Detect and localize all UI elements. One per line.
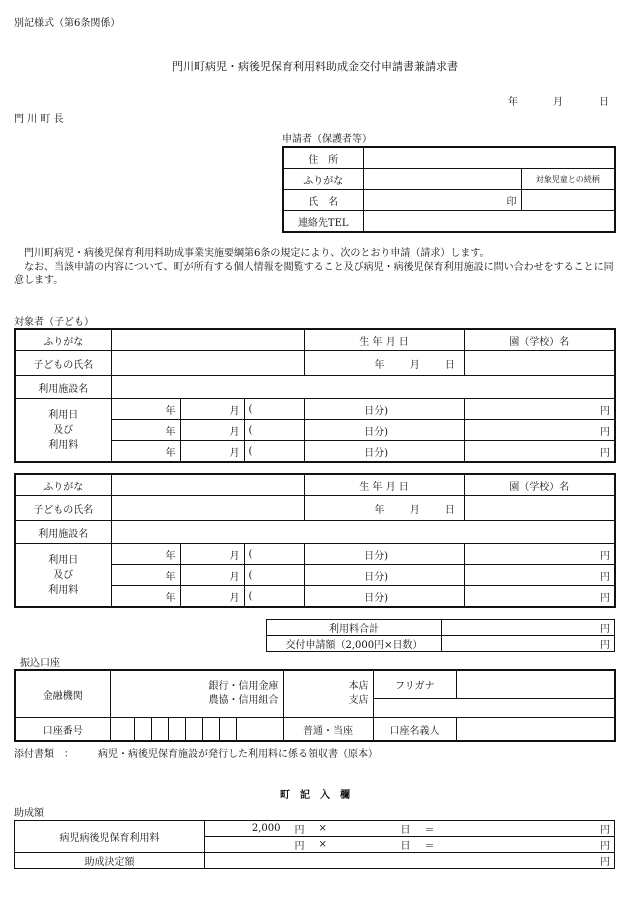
child-name-label: 子どもの氏名 xyxy=(15,496,111,521)
account-digit-3[interactable] xyxy=(151,718,168,742)
usage-days[interactable]: 日分) xyxy=(304,565,392,586)
applicant-furigana-label: ふりがな xyxy=(283,169,363,190)
school-field[interactable] xyxy=(464,351,615,376)
relation-field[interactable] xyxy=(521,190,615,211)
account-number-label: 口座番号 xyxy=(15,718,110,742)
usage-label-line1: 利用日 xyxy=(48,554,79,566)
usage-year[interactable]: 年 xyxy=(111,399,180,420)
usage-year[interactable]: 年 xyxy=(111,441,180,463)
facility-label: 利用施設名 xyxy=(15,521,111,544)
form-reference: 別記様式（第6条関係） xyxy=(14,18,121,29)
birth-date-field[interactable] xyxy=(304,351,464,376)
account-digit-1[interactable] xyxy=(110,718,134,742)
form-title: 門川町病児・病後児保育利用料助成金交付申請書兼請求書 xyxy=(172,60,458,73)
statement-1: 門川町病児・病後児保育利用料助成事業実施要綱第6条の規定により、次のとおり申請（請求）します。 xyxy=(24,248,490,259)
relation-label: 対象児童との続柄 xyxy=(521,169,615,190)
usage-label-line2: 及び xyxy=(53,424,74,436)
date-month: 月 xyxy=(553,97,563,108)
usage-days[interactable]: 日分) xyxy=(304,420,392,441)
grant-yen: 円 xyxy=(285,837,315,853)
birth-month-unit: 月 xyxy=(409,504,420,516)
grant-result[interactable]: 円 xyxy=(445,837,615,853)
usage-fee[interactable]: 円 xyxy=(464,399,615,420)
account-digit-6[interactable] xyxy=(202,718,219,742)
grant-fee-label: 病児病後児保育利用料 xyxy=(15,821,205,853)
facility-field[interactable] xyxy=(111,521,615,544)
applicant-name-field[interactable] xyxy=(363,190,521,211)
holder-field[interactable] xyxy=(456,718,615,742)
grant-times: × xyxy=(315,821,345,837)
account-type-field[interactable]: 普通・当座 xyxy=(283,718,373,742)
holder-label: 口座名義人 xyxy=(373,718,456,742)
birth-label: 生 年 月 日 xyxy=(304,329,464,351)
birth-month-unit: 月 xyxy=(409,359,420,371)
child-furigana-field[interactable] xyxy=(111,329,304,351)
grant-yen: 円 xyxy=(285,821,315,837)
child-furigana-field[interactable] xyxy=(111,474,304,496)
birth-label: 生 年 月 日 xyxy=(304,474,464,496)
account-digit-4[interactable] xyxy=(168,718,185,742)
address-label: 住 所 xyxy=(283,147,363,169)
child-table-2 xyxy=(14,473,616,608)
school-label: 園（学校）名 xyxy=(464,329,615,351)
attachment-text: 病児・病後児保育施設が発行した利用料に係る領収書（原本） xyxy=(98,749,378,760)
account-digit-5[interactable] xyxy=(185,718,202,742)
institution-label: 金融機関 xyxy=(15,670,110,718)
branch-type-line1: 本店 xyxy=(348,681,369,692)
child-section-title: 対象者（子ども） xyxy=(14,317,94,328)
birth-day-unit: 日 xyxy=(444,359,455,371)
addressee: 門 川 町 長 xyxy=(14,114,64,125)
grant-decision-label: 助成決定額 xyxy=(15,853,205,869)
usage-fee[interactable]: 円 xyxy=(464,420,615,441)
date-year: 年 xyxy=(508,97,518,108)
account-digit-8[interactable] xyxy=(236,718,283,742)
child-table-1 xyxy=(14,328,616,463)
birth-year-unit: 年 xyxy=(374,504,385,516)
usage-days[interactable]: 日分) xyxy=(304,399,392,420)
birth-date-field[interactable] xyxy=(304,496,464,521)
usage-month[interactable]: 月 xyxy=(180,544,244,565)
usage-month[interactable]: 月 xyxy=(180,399,244,420)
grant-section-title: 助成額 xyxy=(14,808,44,819)
usage-label xyxy=(15,399,111,463)
usage-days[interactable]: 日分) xyxy=(304,441,392,463)
usage-days-open: ( xyxy=(244,441,304,463)
total-fee-field[interactable]: 円 xyxy=(442,620,615,636)
account-digit-2[interactable] xyxy=(134,718,151,742)
holder-block xyxy=(373,670,615,718)
facility-label: 利用施設名 xyxy=(15,376,111,399)
tel-label: 連絡先TEL xyxy=(283,211,363,233)
bank-section-title: 振込口座 xyxy=(20,658,60,669)
facility-field[interactable] xyxy=(111,376,615,399)
usage-month[interactable]: 月 xyxy=(180,586,244,608)
totals-table xyxy=(266,619,615,652)
usage-fee[interactable]: 円 xyxy=(464,441,615,463)
applicant-furigana-field[interactable] xyxy=(363,169,521,190)
usage-days-open: ( xyxy=(244,420,304,441)
usage-month[interactable]: 月 xyxy=(180,565,244,586)
institution-type-line2: 農協・信用組合 xyxy=(208,695,279,706)
account-digit-7[interactable] xyxy=(219,718,236,742)
grant-table xyxy=(14,820,615,869)
office-use-title: 町 記 入 欄 xyxy=(280,790,350,801)
grant-day[interactable]: 日 xyxy=(345,837,415,853)
usage-label-line2: 及び xyxy=(53,569,74,581)
usage-days-open: ( xyxy=(244,399,304,420)
usage-days[interactable]: 日分) xyxy=(304,586,392,608)
grant-amount-field[interactable]: 円 xyxy=(442,636,615,652)
attachment-label: 添付書類 ： xyxy=(14,749,74,760)
address-field[interactable] xyxy=(363,147,615,169)
child-name-field[interactable] xyxy=(111,496,304,521)
grant-times: × xyxy=(315,837,345,853)
birth-year-unit: 年 xyxy=(374,359,385,371)
total-fee-label: 利用料合計 xyxy=(267,620,442,636)
applicant-table xyxy=(282,146,616,233)
grant-amount-label: 交付申請額（2,000円×日数） xyxy=(267,636,442,652)
usage-label xyxy=(15,544,111,608)
institution-field[interactable] xyxy=(110,670,283,718)
grant-unit-amount: 2,000 xyxy=(205,821,285,837)
usage-month[interactable]: 月 xyxy=(180,420,244,441)
school-label: 園（学校）名 xyxy=(464,474,615,496)
usage-label-line1: 利用日 xyxy=(48,409,79,421)
date-day: 日 xyxy=(599,97,609,108)
statement-2: なお、当該申請の内容について、町が所有する個人情報を閲覧すること及び病児・病後児保育利用施設に問い合わせをすることに同意します。 xyxy=(14,262,614,286)
bank-table xyxy=(14,669,616,742)
child-furigana-label: ふりがな xyxy=(15,329,111,351)
grant-unit-amount-blank[interactable] xyxy=(205,837,285,853)
usage-days-open: ( xyxy=(244,544,304,565)
birth-day-unit: 日 xyxy=(444,504,455,516)
tel-field[interactable] xyxy=(363,211,615,233)
usage-year[interactable]: 年 xyxy=(111,420,180,441)
branch-type-line2: 支店 xyxy=(348,695,369,706)
usage-fee[interactable]: 円 xyxy=(464,586,615,608)
school-field[interactable] xyxy=(464,496,615,521)
usage-days-open: ( xyxy=(244,586,304,608)
applicant-section-title: 申請者（保護者等） xyxy=(282,134,372,145)
grant-decision-field[interactable]: 円 xyxy=(205,853,615,869)
child-furigana-label: ふりがな xyxy=(15,474,111,496)
applicant-name-label: 氏 名 xyxy=(283,190,363,211)
branch-field[interactable] xyxy=(283,670,373,718)
usage-days-open: ( xyxy=(244,565,304,586)
usage-days[interactable]: 日分) xyxy=(304,544,392,565)
institution-type-line1: 銀行・信用金庫 xyxy=(208,681,279,692)
usage-fee[interactable]: 円 xyxy=(464,544,615,565)
usage-year[interactable]: 年 xyxy=(111,565,180,586)
usage-label-line3: 利用料 xyxy=(48,439,79,451)
usage-year[interactable]: 年 xyxy=(111,544,180,565)
usage-year[interactable]: 年 xyxy=(111,586,180,608)
usage-fee[interactable]: 円 xyxy=(464,565,615,586)
holder-furigana-label: フリガナ xyxy=(374,671,457,699)
usage-month[interactable]: 月 xyxy=(180,441,244,463)
grant-day[interactable]: 日 xyxy=(345,821,415,837)
usage-label-line3: 利用料 xyxy=(48,584,79,596)
grant-equals: ＝ xyxy=(415,821,445,837)
grant-equals: ＝ xyxy=(415,837,445,853)
holder-furigana-field[interactable] xyxy=(457,671,616,699)
seal-mark: 印 xyxy=(506,196,517,208)
child-name-field[interactable] xyxy=(111,351,304,376)
grant-result[interactable]: 円 xyxy=(445,821,615,837)
child-name-label: 子どもの氏名 xyxy=(15,351,111,376)
